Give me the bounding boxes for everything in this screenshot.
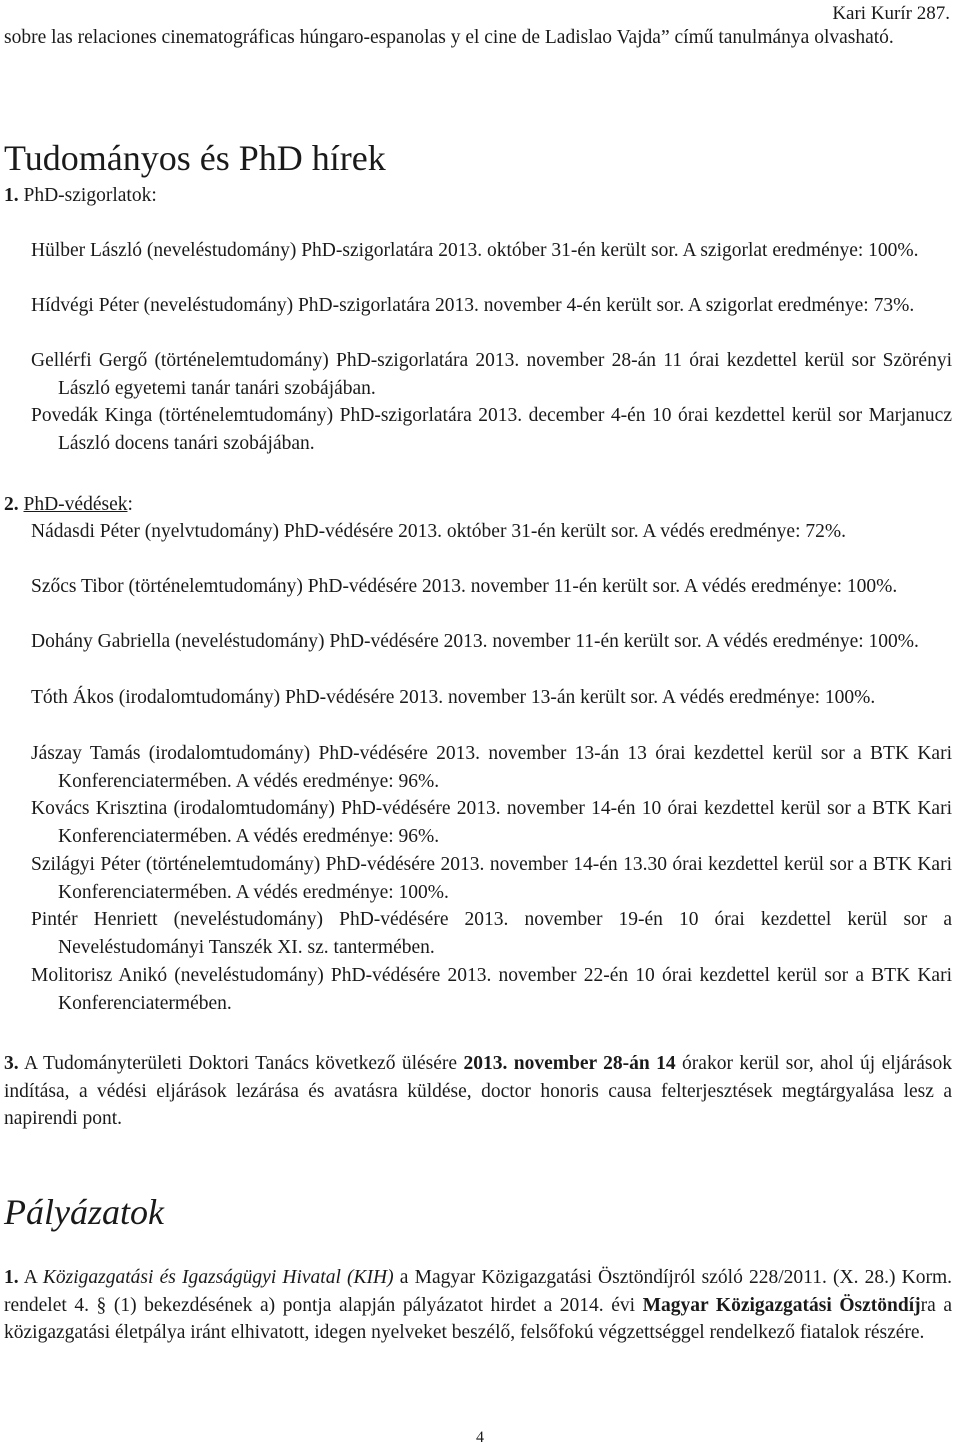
palyazat-paragraph bbox=[4, 1264, 952, 1347]
palyazat-paragraph-sign: § bbox=[96, 1294, 107, 1316]
szigorlat-item: Hídvégi Péter (neveléstudomány) PhD-szigorlatára 2013. november 4-én került sor. A szigorlat eredménye: 73%. bbox=[31, 295, 915, 316]
vedes-item: Szőcs Tibor (történelemtudomány) PhD-védésére 2013. november 11-én került sor. A védés eredménye: 100%. bbox=[31, 576, 898, 597]
vedes-item: Dohány Gabriella (neveléstudomány) PhD-védésére 2013. november 11-én került sor. A védés eredménye: 100%. bbox=[31, 631, 919, 652]
page-number: 4 bbox=[476, 1429, 484, 1446]
vedes-item: Pintér Henriett (neveléstudomány) PhD-védésére 2013. november 19-én 10 órai kezdettel kerül sor a Neveléstudományi Tanszék XI. sz. tantermében. bbox=[31, 909, 952, 958]
section-title-palyazat: Pályázatok bbox=[4, 1192, 164, 1232]
szigorlat-item: Povedák Kinga (történelemtudomány) PhD-szigorlatára 2013. december 4-én 10 órai kezdettel kerül sor Marjanucz László docens tanári szobájában. bbox=[31, 405, 952, 454]
vedes-number: 2. bbox=[4, 494, 19, 515]
szigorlat-heading bbox=[4, 182, 157, 210]
szigorlat-item: Gellérfi Gergő (történelemtudomány) PhD-szigorlatára 2013. november 28-án 11 órai kezdettel kerül sor Szörényi László egyetemi tanár tanári szobájában. bbox=[31, 350, 952, 399]
section-title-news: Tudományos és PhD hírek bbox=[4, 138, 386, 178]
szigorlat-number: 1. bbox=[4, 185, 19, 206]
doktori-number: 3. bbox=[4, 1053, 19, 1074]
palyazat-text-1: A bbox=[18, 1267, 43, 1288]
doktori-paragraph bbox=[4, 1050, 952, 1133]
szigorlat-title: PhD-szigorlatok: bbox=[23, 185, 157, 206]
palyazat-text-2: a Magyar Közigazgatási Ösztöndíjról szóló 228/2011. (X. 28.) Korm. rendelet 4. bbox=[4, 1267, 953, 1316]
palyazat-text-4: ra a közigazgatási életpálya iránt elhivatott, idegen nyelveket beszélő, felsőfokú végzettséggel rendelkező fiatalok részére. bbox=[4, 1294, 952, 1343]
vedes-item: Tóth Ákos (irodalomtudomány) PhD-védésére 2013. november 13-án került sor. A védés eredménye: 100%. bbox=[31, 687, 876, 708]
doktori-text-b: órakor kerül sor, ahol új eljárások indítása, a védési eljárások lezárása és avatásra küldése, doctor honoris causa felterjesztések megtárgyalása lesz a napirendi pont. bbox=[4, 1053, 952, 1129]
doktori-text-a: A Tudományterületi Doktori Tanács következő ülésére bbox=[18, 1053, 464, 1074]
szigorlat-item: Hülber László (neveléstudomány) PhD-szigorlatára 2013. október 31-én került sor. A szigorlat eredménye: 100%. bbox=[31, 240, 919, 261]
palyazat-org: Közigazgatási és Igazságügyi Hivatal (KIH) bbox=[42, 1267, 394, 1288]
palyazat-scholarship-name: Magyar Közigazgatási Ösztöndíj bbox=[642, 1294, 921, 1316]
vedes-item: Molitorisz Anikó (neveléstudomány) PhD-védésére 2013. november 22-én 10 órai kezdettel kerül sor a BTK Kari Konferenciatermében. bbox=[31, 965, 952, 1014]
palyazat-number: 1. bbox=[4, 1267, 19, 1288]
vedes-heading bbox=[4, 491, 133, 519]
vedes-item: Jászay Tamás (irodalomtudomány) PhD-védésére 2013. november 13-án 13 órai kezdettel kerül sor a BTK Kari Konferenciatermében. A védés eredménye: 96%. bbox=[31, 743, 952, 792]
vedes-title: PhD-védések bbox=[23, 494, 128, 515]
palyazat-text-3: (1) bekezdésének a) pontja alapján pályázatot hirdet a 2014. évi bbox=[106, 1294, 643, 1316]
vedes-item: Kovács Krisztina (irodalomtudomány) PhD-védésére 2013. november 14-én 10 órai kezdettel kerül sor a BTK Kari Konferenciatermében. A védés eredménye: 96%. bbox=[31, 798, 952, 847]
vedes-item: Nádasdi Péter (nyelvtudomány) PhD-védésére 2013. október 31-én került sor. A védés eredménye: 72%. bbox=[31, 521, 846, 542]
running-header: Kari Kurír 287. bbox=[832, 3, 950, 24]
intro-paragraph: sobre las relaciones cinematográficas húngaro-espanolas y el cine de Ladislao Vajda” című tanulmánya olvasható. bbox=[4, 27, 894, 48]
doktori-date: 2013. november 28-án 14 bbox=[463, 1053, 676, 1074]
vedes-colon: : bbox=[127, 494, 133, 515]
vedes-item: Szilágyi Péter (történelemtudomány) PhD-védésére 2013. november 14-én 13.30 órai kezdettel kerül sor a BTK Kari Konferenciatermében. A védés eredménye: 100%. bbox=[31, 854, 952, 903]
